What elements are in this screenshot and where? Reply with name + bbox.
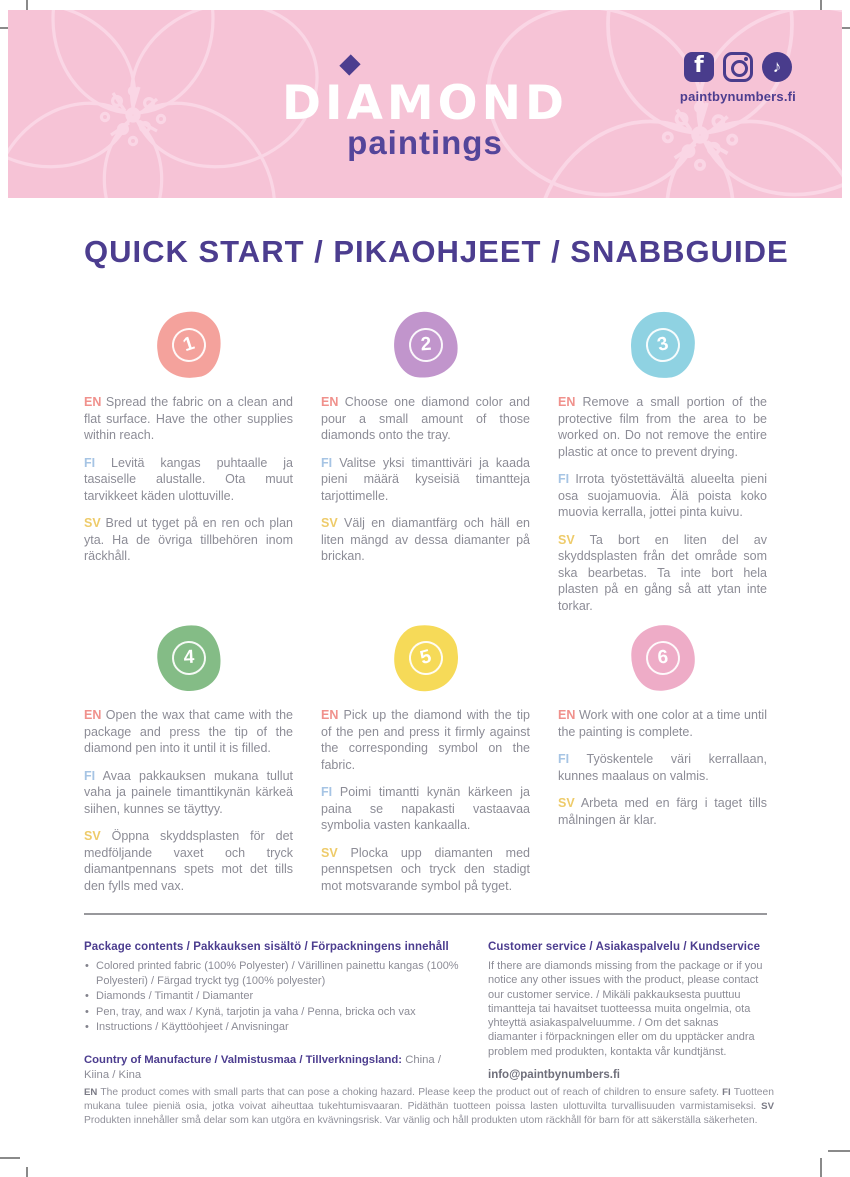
step-1-text-fi <box>84 455 293 505</box>
step-5-text-fi <box>321 784 530 834</box>
footer <box>84 941 767 1083</box>
step-6-text-fi <box>558 751 767 784</box>
lang-label-en: EN <box>84 395 102 409</box>
step-3-number-icon <box>628 310 696 380</box>
step-text: Remove a small portion of the protective film from the area to be worked on. Do not remove the entire plastic at once to prevent drying. <box>558 395 767 459</box>
crop-mark <box>0 1157 20 1159</box>
step-text: Valitse yksi timanttiväri ja kaada pieni määrä kyseisiä timantteja tarjottimelle. <box>321 455 530 503</box>
step-text: Bred ut tyget på en ren och plan yta. Ha de övriga tillbehören inom räckhåll. <box>84 516 293 563</box>
step-number: 1 <box>167 324 210 367</box>
safety-disclaimer <box>84 1086 774 1127</box>
step-2-text-sv <box>321 515 530 565</box>
logo-subtitle: paintings <box>347 124 503 161</box>
list-item: • Colored printed fabric (100% Polyester) / Värillinen painettu kangas (100% Polyesteri) / Färgad tryckt tyg (100% polyester) <box>84 959 464 989</box>
step-text: Work with one color at a time until the painting is complete. <box>558 708 767 739</box>
step-5-text-sv <box>321 845 530 895</box>
step-5-number-icon <box>390 622 461 694</box>
header-banner <box>8 10 842 198</box>
step-text: Choose one diamond color and pour a small amount of those diamonds onto the tray. <box>321 395 530 442</box>
step-text: Työskentele väri kerrallaan, kunnes maalaus on valmis. <box>558 752 768 783</box>
country-of-manufacture <box>84 1053 464 1084</box>
step-1-number-icon <box>152 308 225 382</box>
step-text: Spread the fabric on a clean and flat surface. Have the other supplies within reach. <box>84 395 293 442</box>
steps-grid <box>84 312 767 905</box>
support-email[interactable]: info@paintbynumbers.fi <box>488 1069 620 1082</box>
manufacture-label: Country of Manufacture / Valmistusmaa / Tillverkningsland: <box>84 1053 403 1066</box>
step-2 <box>321 312 530 625</box>
step-number: 6 <box>644 640 681 677</box>
step-6 <box>558 625 767 905</box>
step-text: Välj en diamantfärg och häll en liten mängd av dessa diamanter på brickan. <box>321 516 530 563</box>
website-url[interactable]: paintbynumbers.fi <box>679 89 796 104</box>
lang-label-fi: FI <box>558 472 570 486</box>
step-text: Poimi timantti kynän kärkeen ja paina se napakasti vastaavaa symbolia vasten kankaalla. <box>321 785 530 832</box>
customer-service-heading: Customer service / Asiakaspalvelu / Kundservice <box>488 941 761 953</box>
logo-title: DIAMOND <box>282 76 568 131</box>
step-text: Open the wax that came with the package and press the tip of the diamond pen into it until it is filled. <box>84 708 293 755</box>
lang-label-fi: FI <box>558 752 570 766</box>
disclaimer-text-en: The product comes with small parts that can pose a choking hazard. Please keep the product out of reach of children to ensure safety. <box>100 1087 719 1098</box>
lang-label-fi: FI <box>84 455 96 470</box>
lang-label-fi: FI <box>321 455 333 470</box>
step-4-number-icon <box>153 621 225 694</box>
step-text: Arbeta med en färg i taget tills målningen är klar. <box>558 796 767 827</box>
step-4-text-en <box>84 707 293 757</box>
step-text: Öppna skyddsplasten för det medföljande vaxet och tryck diamantpennans spets mot det tills den fylls med vax. <box>84 829 293 893</box>
lang-label-fi: FI <box>722 1087 731 1098</box>
customer-service-text: If there are diamonds missing from the package or if you notice any other issues with the product, please contact our customer service. / Mikäli pakkauksesta puuttuu timantteja tai havaitset tuotteessa muita ongelmia, ota yhteyttä asiakaspalveluumme. / Om det saknas diamanter i förpackningen eller om du upptäcker andra problem med produkten, kontakta vår kundtjänst. <box>488 960 763 1058</box>
step-5-text-en <box>321 707 530 773</box>
step-text: Irrota työstettävältä alueelta pieni osa suojamuovia. Älä poista koko muovia kerralla, jottei pinta kuivu. <box>558 472 767 519</box>
step-3 <box>558 312 767 625</box>
facebook-icon[interactable]: f <box>684 52 714 82</box>
tiktok-icon[interactable]: ♪ <box>762 52 792 82</box>
list-item: • Instructions / Käyttöohjeet / Anvisningar <box>84 1020 464 1035</box>
step-1 <box>84 312 293 625</box>
package-contents-section <box>84 941 464 1083</box>
package-contents-heading: Package contents / Pakkauksen sisältö / Förpackningens innehåll <box>84 941 449 953</box>
lang-label-en: EN <box>321 708 339 722</box>
divider <box>84 913 767 915</box>
step-number: 4 <box>171 640 207 676</box>
lang-label-en: EN <box>558 395 576 409</box>
instagram-icon[interactable] <box>723 52 753 82</box>
step-4 <box>84 625 293 905</box>
crop-mark <box>26 1167 28 1177</box>
lang-label-sv: SV <box>558 532 575 547</box>
step-6-number-icon <box>628 622 698 693</box>
page-title: QUICK START / PIKAOHJEET / SNABBGUIDE <box>84 234 789 269</box>
step-3-text-en <box>558 394 767 460</box>
package-contents-list <box>84 959 464 1035</box>
step-3-text-sv <box>558 532 767 615</box>
step-4-text-fi <box>84 768 293 818</box>
step-number: 5 <box>404 637 446 679</box>
step-text: Avaa pakkauksen mukana tullut vaha ja painele timanttikynän kärkeä siihen, kunnes se täyttyy. <box>84 768 293 816</box>
customer-service-section <box>488 941 767 1083</box>
lang-label-en: EN <box>84 708 102 722</box>
step-4-text-sv <box>84 828 293 894</box>
step-2-text-fi <box>321 455 530 505</box>
lang-label-sv: SV <box>84 829 101 843</box>
lang-label-sv: SV <box>558 796 575 810</box>
step-text: Levitä kangas puhtaalle ja tasaiselle alustalle. Ota muut tarvikkeet käden ulottuville. <box>84 455 293 503</box>
social-links <box>680 52 796 104</box>
crop-mark <box>820 1158 822 1177</box>
step-5 <box>321 625 530 905</box>
disclaimer-text-fi: Tuotteen mukana tulee pieniä osia, jotka voivat aiheuttaa tukehtumisvaaran. Pidäthän tuotteen poissa lasten ulottuvilta turvallisuuden varmistamiseksi. <box>84 1087 774 1112</box>
lang-label-en: EN <box>558 708 576 722</box>
step-text: Ta bort en liten del av skyddsplasten från det område som ska bearbetas. Ta inte bort hela plasten på en gång så att ytan inte torkar. <box>558 532 767 613</box>
step-6-text-sv <box>558 795 767 828</box>
lang-label-en: EN <box>321 395 339 409</box>
manufacture-value: China / Kiina / Kina <box>84 1053 441 1082</box>
lang-label-sv: SV <box>761 1100 774 1112</box>
step-2-text-en <box>321 394 530 444</box>
step-1-text-sv <box>84 515 293 565</box>
lang-label-fi: FI <box>84 768 96 783</box>
crop-mark <box>828 1150 850 1152</box>
lang-label-sv: SV <box>321 516 338 530</box>
step-number: 3 <box>642 324 683 365</box>
step-number: 2 <box>407 327 443 363</box>
step-text: Plocka upp diamanten med pennspetsen och tryck den stadigt mot motsvarande symbol på tyget. <box>321 845 530 893</box>
lang-label-sv: SV <box>84 516 101 530</box>
lang-label-en: EN <box>84 1087 98 1098</box>
list-item: • Pen, tray, and wax / Kynä, tarjotin ja vaha / Penna, bricka och vax <box>84 1005 464 1020</box>
lang-label-fi: FI <box>321 785 333 799</box>
lang-label-sv: SV <box>321 845 338 860</box>
step-text: Pick up the diamond with the tip of the pen and press it firmly against the corresponding symbol on the fabric. <box>321 708 530 772</box>
step-6-text-en <box>558 707 767 740</box>
step-2-number-icon <box>390 309 461 381</box>
list-item: • Diamonds / Timantit / Diamanter <box>84 989 464 1004</box>
disclaimer-text-sv: Produkten innehåller små delar som kan utgöra en kvävningsrisk. Var vänlig och håll produkten utom räckhåll för barn för att säkerställa säkerheten. <box>84 1114 758 1126</box>
step-1-text-en <box>84 394 293 444</box>
step-3-text-fi <box>558 471 767 521</box>
